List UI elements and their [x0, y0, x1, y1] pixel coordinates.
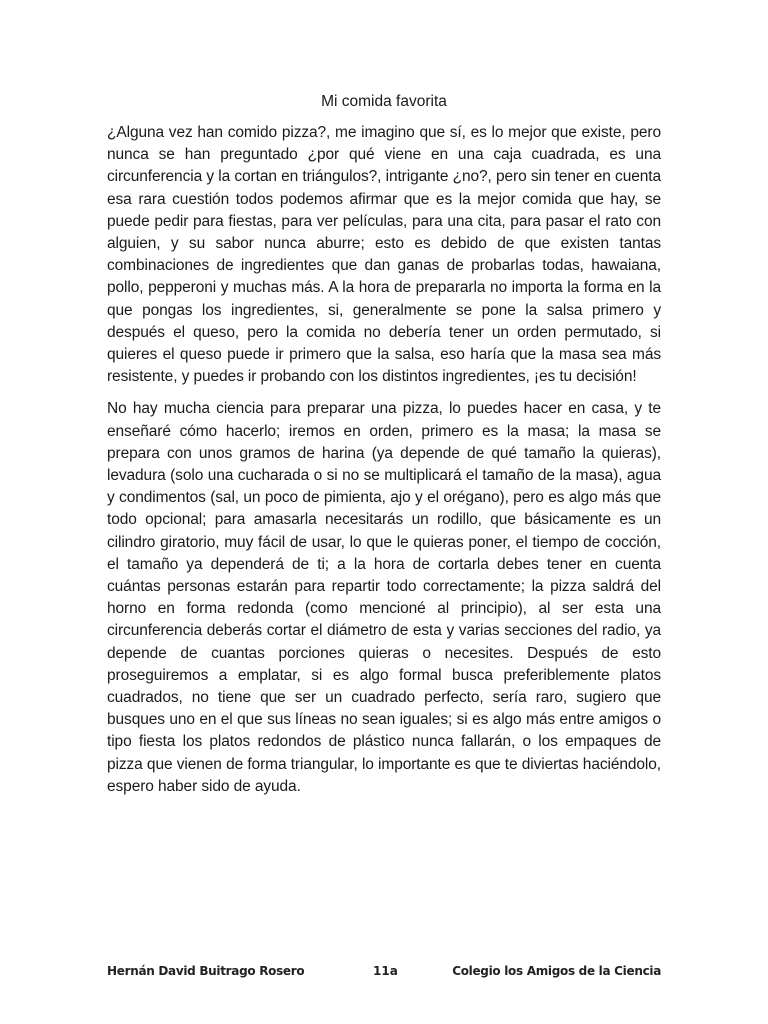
footer-author: Hernán David Buitrago Rosero [107, 964, 305, 978]
page-title: Mi comida favorita [321, 93, 447, 110]
footer-grade: 11a [373, 964, 398, 978]
footer-school: Colegio los Amigos de la Ciencia [452, 964, 661, 978]
document-body [107, 122, 661, 798]
paragraph-2: No hay mucha ciencia para preparar una pizza, lo puedes hacer en casa, y te enseñaré cómo hacerlo; iremos en orden, primero es la masa; la masa se prepara con unos gramos de harina (ya depende de qué tamaño la quieras), levadura (solo una cucharada o si no se multiplicará el tamaño de la masa), agua y condimentos (sal, un poco de pimienta, ajo y el orégano), pero es algo más que todo opcional; para amasarla necesitarás un rodillo, que básicamente es un cilindro giratorio, muy fácil de usar, lo que le quieras poner, el tiempo de cocción, el tamaño ya dependerá de ti; a la hora de cortarla debes tener en cuenta cuántas personas estarán para repartir todo correctamente; la pizza saldrá del horno en forma redonda (como mencioné al principio), al ser esta una circunferencia deberás cortar el diámetro de esta y varias secciones del radio, ya depende de cuantas porciones quieras o necesites. Después de esto proseguiremos a emplatar, si es algo formal busca preferiblemente platos cuadrados, no tiene que ser un cuadrado perfecto, sería raro, sugiero que busques uno en el que sus líneas no sean iguales; si es algo más entre amigos o tipo fiesta los platos redondos de plástico nunca fallarán, o los empaques de pizza que vienen de forma triangular, lo importante es que te diviertas haciéndolo, espero haber sido de ayuda. [107, 400, 661, 795]
paragraph-1: ¿Alguna vez han comido pizza?, me imagino que sí, es lo mejor que existe, pero nunca se han preguntado ¿por qué viene en una caja cuadrada, es una circunferencia y la cortan en triángulos?, intrigante ¿no?, pero sin tener en cuenta esa rara cuestión todos podemos afirmar que es la mejor comida que hay, se puede pedir para fiestas, para ver películas, para una cita, para pasar el rato con alguien, y su sabor nunca aburre; esto es debido de que existen tantas combinaciones de ingredientes que dan ganas de probarlas todas, hawaiana, pollo, pepperoni y muchas más. A la hora de prepararla no importa la forma en la que pongas los ingredientes, si, generalmente se pone la salsa primero y después el queso, pero la comida no debería tener un orden permutado, si quieres el queso puede ir primero que la salsa, eso haría que la masa sea más resistente, y puedes ir probando con los distintos ingredientes, ¡es tu decisión! [107, 124, 661, 386]
page-footer [107, 961, 661, 981]
